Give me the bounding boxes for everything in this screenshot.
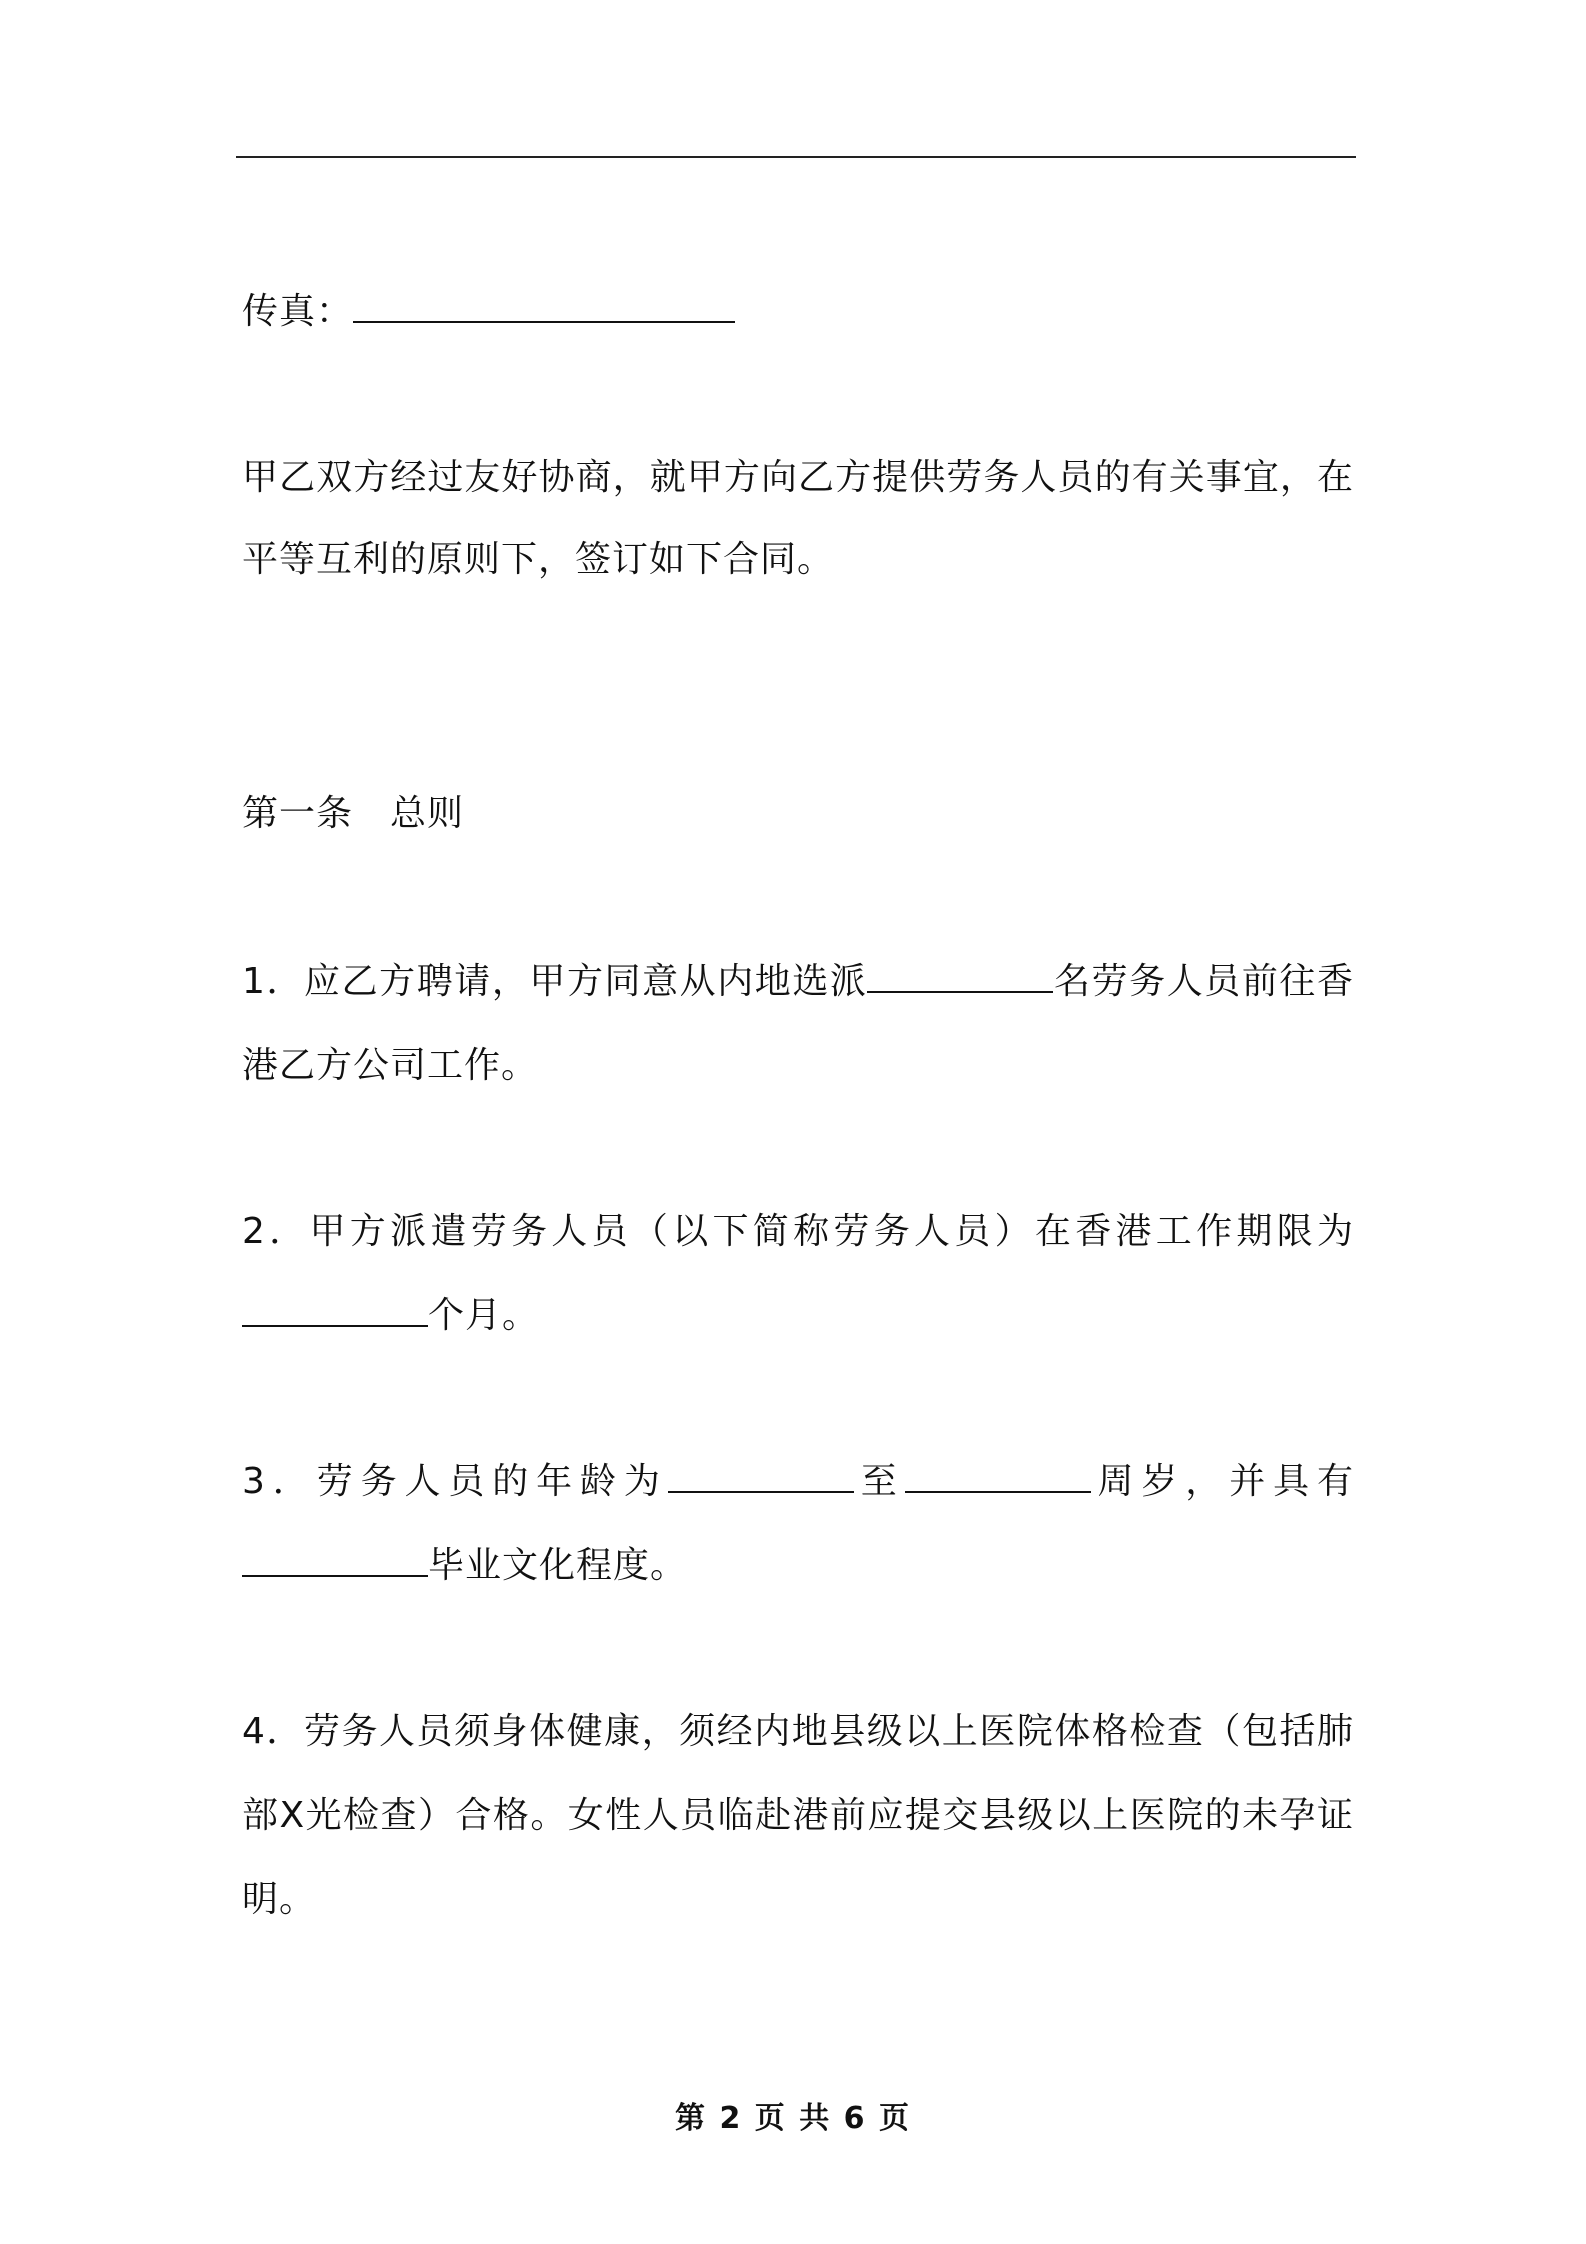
clause-3-text-a: 3．劳务人员的年龄为 xyxy=(242,1461,668,1502)
clause-1-count-blank xyxy=(867,961,1053,993)
article-heading: 第一条 总则 xyxy=(242,793,465,834)
clause-3-age-min-blank xyxy=(668,1461,854,1493)
clause-1-line-2: 港乙方公司工作。 xyxy=(242,1045,539,1086)
clause-4-line-1: 4．劳务人员须身体健康，须经内地县级以上医院体格检查（包括肺 xyxy=(242,1711,1354,1752)
fax-line xyxy=(242,290,1354,334)
clause-2-line-1: 2．甲方派遣劳务人员（以下简称劳务人员）在香港工作期限为 xyxy=(242,1211,1354,1252)
clause-3-suffix: 毕业文化程度。 xyxy=(428,1545,688,1586)
clause-3-line-1 xyxy=(242,1460,1354,1504)
clause-1-text-b: 名劳务人员前往香 xyxy=(1053,961,1354,1002)
clause-4-line-2: 部X光检查）合格。女性人员临赴港前应提交县级以上医院的未孕证 xyxy=(242,1795,1354,1836)
clause-1-text-a: 1．应乙方聘请，甲方同意从内地选派 xyxy=(242,961,868,1002)
header-rule xyxy=(236,156,1356,158)
clause-2-line-2 xyxy=(242,1294,1354,1338)
intro-line-1: 甲乙双方经过友好协商，就甲方向乙方提供劳务人员的有关事宜，在 xyxy=(242,457,1354,498)
page-indicator: 第 2 页 共 6 页 xyxy=(675,2101,911,2136)
clause-1-line-1 xyxy=(242,960,1354,1004)
clause-3-text-b: 至 xyxy=(853,1461,905,1502)
clause-3-text-c: 周岁，并具有 xyxy=(1090,1461,1354,1502)
clause-2-months-blank xyxy=(242,1295,428,1327)
clause-4-line-3: 明。 xyxy=(242,1879,317,1920)
clause-2-suffix: 个月。 xyxy=(428,1295,540,1336)
intro-line-2: 平等互利的原则下，签订如下合同。 xyxy=(242,539,835,580)
clause-3-age-max-blank xyxy=(905,1461,1091,1493)
clause-3-line-2 xyxy=(242,1544,1354,1588)
fax-blank xyxy=(353,291,735,323)
fax-label: 传真： xyxy=(242,291,354,332)
clause-3-education-blank xyxy=(242,1545,428,1577)
